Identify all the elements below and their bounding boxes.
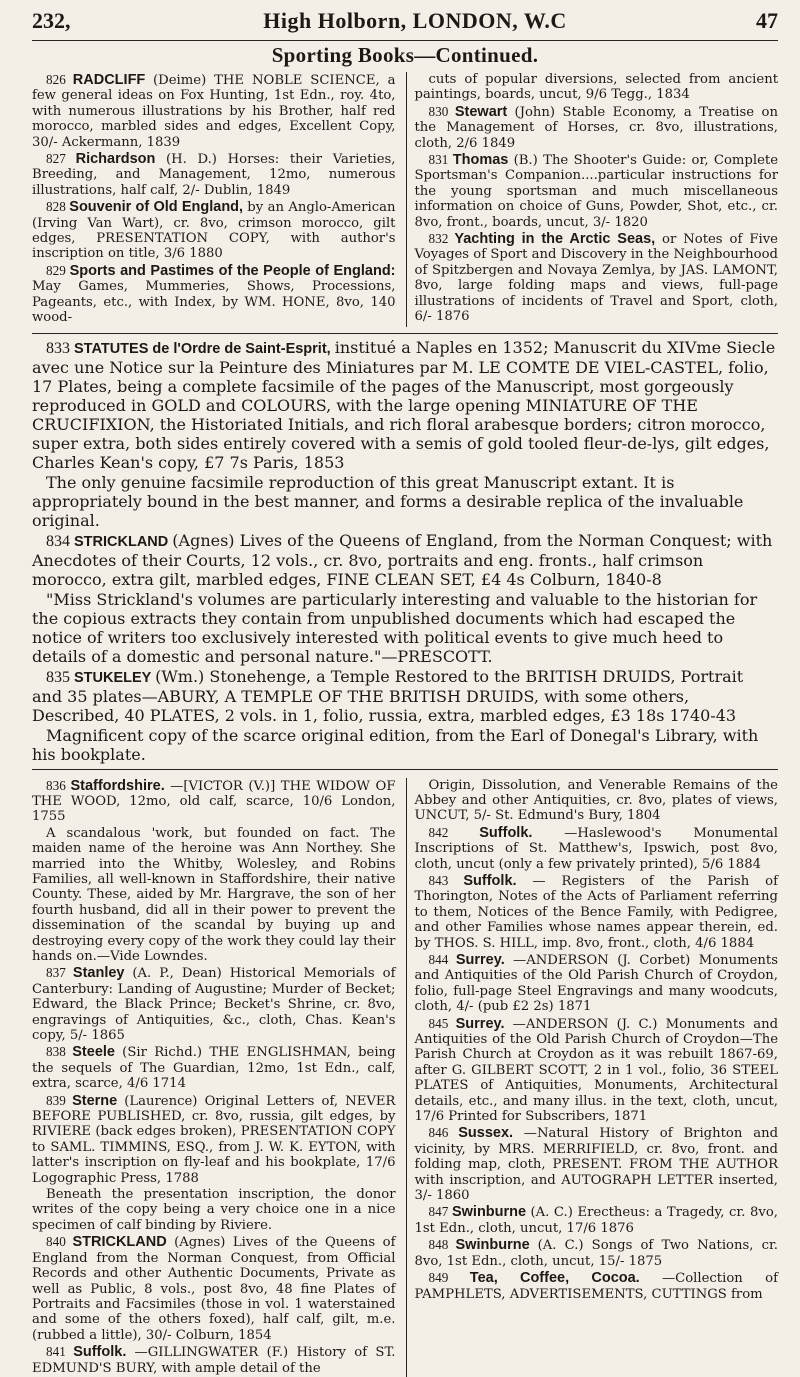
lot-number: 829 bbox=[46, 262, 70, 278]
entry-text: Magnificent copy of the scarce original edition, from the Earl of Donegal's Library, with his bookplate. bbox=[32, 725, 759, 764]
catalogue-entry bbox=[415, 152, 779, 230]
catalogue-entry bbox=[415, 231, 779, 324]
catalogue-entry bbox=[32, 778, 396, 825]
catalogue-entry bbox=[415, 72, 779, 103]
entry-heading: Sussex. bbox=[458, 1125, 524, 1142]
entry-heading: Suffolk. bbox=[463, 872, 533, 889]
lot-number: 827 bbox=[46, 151, 76, 167]
section-title: Sporting Books—Continued. bbox=[271, 43, 539, 67]
entry-text: (Laurence) Original Letters of, NEVER BEFORE PUBLISHED, cr. 8vo, russia, gilt edges, by RIVIERE (back edges broken), PRESENTATION COPY to SAML. TIMMINS, ESQ., from J. W. K. EYTON, with latter's inscription on fly-leaf and his bookplate, 17/6 Logographic Press, 1788 bbox=[32, 1093, 396, 1186]
entry-text: or Notes of Five Voyages of Sport and Discovery in the Neighbourhood of Spitzbergen and Novaya Zemlya, by JAS. LAMONT, 8vo, large folding maps and views, full-page illustrations of incidents of Travel and Sport, cloth, 6/- 1876 bbox=[414, 232, 778, 325]
entry-text: (H. D.) Horses: their Varieties, Breeding, and Management, 12mo, numerous illustrations, half calf, 2/- Dublin, 1849 bbox=[32, 152, 396, 198]
entry-text: institué a Naples en 1352; Manuscrit du XIVme Siecle avec une Notice sur la Peinture des Miniatures par M. LE COMTE DE VIEL-CASTEL, folio, 17 Plates, being a complete facsimile of the pages of the Manuscript, most gorgeously reproduced in GOLD and COLOURS, with the large opening MINIATURE OF THE CRUCIFIXION, the Historiated Initials, and rich floral arabesque borders; citron morocco, super extra, both sides entirely covered with a semis of gold tooled fleur-de-lys, gilt edges, Charles Kean's copy, £7 7s Paris, 1853 bbox=[32, 337, 776, 472]
catalogue-entry bbox=[32, 151, 396, 198]
top-right-column bbox=[406, 72, 779, 327]
catalogue-entry bbox=[32, 590, 778, 666]
catalogue-entry bbox=[415, 1204, 779, 1236]
entry-text: —Haslewood's Monumental Inscriptions of St. Matthew's, Ipswich, post 8vo, cloth, uncut (only a few privately printed), 5/6 1884 bbox=[414, 825, 778, 872]
entry-heading: Stewart bbox=[454, 103, 515, 120]
entry-text: —Collection of PAMPHLETS, ADVERTISEMENTS, CUTTINGS from bbox=[414, 1271, 778, 1302]
entry-text: (Sir Richd.) THE ENGLISHMAN, being the sequels of The Guardian, 12mo, 1st Edn., calf, extra, scarce, 4/6 1714 bbox=[32, 1045, 396, 1092]
catalogue-entry bbox=[415, 1016, 779, 1125]
catalogue-entry bbox=[32, 1093, 396, 1186]
entry-heading: Tea, Coffee, Cocoa. bbox=[469, 1270, 662, 1287]
lot-number: 828 bbox=[46, 199, 70, 215]
catalogue-entry bbox=[32, 72, 396, 150]
lot-number: 838 bbox=[46, 1044, 73, 1060]
lot-number: 836 bbox=[46, 777, 71, 793]
entry-heading: Richardson bbox=[75, 151, 166, 168]
lot-number: 831 bbox=[428, 152, 453, 168]
entry-text: —GILLINGWATER (F.) History of ST. EDMUND'S BURY, with ample detail of the bbox=[32, 1345, 396, 1376]
street-number: 232, bbox=[32, 8, 71, 33]
entry-text: (John) Stable Economy, a Treatise on the Management of Horses, cr. 8vo, illustrations, cloth, 2/6 1849 bbox=[414, 104, 778, 151]
bottom-right-column bbox=[406, 778, 779, 1377]
catalogue-entry bbox=[415, 104, 779, 151]
entry-text: —[VICTOR (V.)] THE WIDOW OF THE WOOD, 12mo, old calf, scarce, 10/6 London, 1755 bbox=[32, 778, 396, 825]
lot-number: 835 bbox=[46, 668, 74, 686]
catalogue-entry bbox=[415, 873, 779, 951]
entry-text: (Wm.) Stonehenge, a Temple Restored to the BRITISH DRUIDS, Portrait and 35 plates—ABURY, A TEMPLE OF THE BRITISH DRUIDS, with some others, Described, 40 PLATES, 2 vols. in 1, folio, russia, extra, marbled edges, £3 18s 1740-43 bbox=[32, 666, 744, 725]
catalogue-entry bbox=[32, 338, 778, 472]
entry-text: The only genuine facsimile reproduction of this great Manuscript extant. It is appropriately bound in the best manner, and forms a desirable replica of the invaluable original. bbox=[32, 472, 744, 530]
entry-heading: Surrey. bbox=[455, 951, 513, 968]
entry-heading: Suffolk. bbox=[73, 1344, 135, 1361]
catalogue-entry bbox=[32, 473, 778, 530]
entry-text: May Games, Mummeries, Shows, Processions, Pageants, etc., with Index, by WM. HONE, 8vo, 140 wood- bbox=[32, 279, 396, 326]
entry-text: Beneath the presentation inscription, the donor writes of the copy being a very choice one in a nice specimen of calf binding by Riviere. bbox=[32, 1187, 396, 1233]
entry-heading: Swinburne bbox=[455, 1237, 538, 1254]
entry-heading: Yachting in the Arctic Seas, bbox=[454, 231, 662, 248]
entry-heading: RADCLIFF bbox=[72, 72, 154, 88]
lot-number: 840 bbox=[46, 1234, 73, 1250]
entry-heading: STATUTES de l'Ordre de Saint-Esprit, bbox=[74, 340, 335, 357]
lot-number: 830 bbox=[428, 103, 455, 119]
top-left-column bbox=[32, 72, 396, 327]
lot-number: 845 bbox=[428, 1015, 456, 1031]
lot-number: 834 bbox=[46, 532, 74, 550]
catalogue-entry bbox=[32, 1187, 396, 1233]
lot-number: 848 bbox=[428, 1237, 456, 1253]
lot-number: 842 bbox=[428, 824, 480, 840]
lot-number: 826 bbox=[46, 72, 73, 87]
catalogue-entry bbox=[32, 199, 396, 262]
catalogue-entry bbox=[32, 826, 396, 965]
catalogue-entry bbox=[415, 778, 779, 824]
entry-text: (Agnes) Lives of the Queens of England, from the Norman Conquest; with Anecdotes of their Courts, 12 vols., cr. 8vo, portraits and eng. fronts., half crimson morocco, extra gilt, marbled edges, FINE CLEAN SET, £4 4s Colburn, 1840-8 bbox=[32, 530, 773, 589]
entry-text: (A. C.) Erectheus: a Tragedy, cr. 8vo, 1st Edn., cloth, uncut, 17/6 1876 bbox=[414, 1205, 778, 1236]
catalogue-entry bbox=[415, 1125, 779, 1203]
catalogue-entry bbox=[32, 263, 396, 326]
entry-text: (Deime) THE NOBLE SCIENCE, a few general ideas on Fox Hunting, 1st Edn., roy. 4to, with numerous illustrations by his Brother, half red morocco, marbled sides and edges, Excellent Copy, 30/- Ackermann, 1839 bbox=[32, 73, 396, 150]
entry-heading: Staffordshire. bbox=[70, 777, 171, 794]
entry-heading: Stanley bbox=[72, 965, 133, 982]
header-rule bbox=[32, 40, 778, 41]
entry-heading: Swinburne bbox=[451, 1204, 531, 1221]
entry-heading: Steele bbox=[72, 1044, 123, 1061]
lot-number: 846 bbox=[428, 1125, 459, 1141]
catalogue-entry bbox=[32, 1044, 396, 1091]
catalogue-entry bbox=[32, 965, 396, 1043]
lot-number: 841 bbox=[46, 1344, 74, 1360]
running-head bbox=[32, 0, 778, 40]
entry-heading: Souvenir of Old England, bbox=[69, 199, 248, 216]
entry-heading: STRICKLAND bbox=[74, 533, 173, 550]
bottom-left-column bbox=[32, 778, 396, 1377]
catalogue-entry bbox=[32, 1234, 396, 1343]
entry-text: A scandalous 'work, but founded on fact. The maiden name of the heroine was Ann Northey. She married into the Whitby, Wolesley, and Robins Families, all well-known in Staffordshire, their native County. These, aided by Mr. Hargrave, the son of her fourth husband, did all in their power to prevent the dissemination of the scandal by buying up and destroying every copy of the work they could lay their hands on.—Vide Lowndes. bbox=[32, 825, 396, 964]
catalogue-entry bbox=[415, 825, 779, 872]
full-width-entries bbox=[32, 333, 778, 770]
entry-heading: Thomas bbox=[452, 152, 514, 169]
entry-text: (A. P., Dean) Historical Memorials of Canterbury: Landing of Augustine; Murder of Becket; Edward, the Black Prince; Becket's Shrine, cr. 8vo, engravings of Antiquities, &c., cloth, Chas. Kean's copy, 5/- 1865 bbox=[32, 966, 396, 1043]
entry-text: (A. C.) Songs of Two Nations, cr. 8vo, 1st Edn., cloth, uncut, 15/- 1875 bbox=[414, 1238, 778, 1269]
catalogue-entry bbox=[32, 726, 778, 764]
catalogue-entry bbox=[415, 952, 779, 1015]
top-columns bbox=[32, 72, 778, 327]
lot-number: 833 bbox=[46, 339, 74, 357]
entry-heading: STRICKLAND bbox=[72, 1234, 175, 1251]
lot-number: 847 bbox=[428, 1204, 452, 1220]
address: High Holborn, LONDON, W.C bbox=[263, 8, 567, 33]
entry-text: by an Anglo-American (Irving Van Wart), cr. 8vo, crimson morocco, gilt edges, PRESENTATION COPY, with author's inscription on title, 3/6 1880 bbox=[32, 200, 396, 262]
entry-text: —ANDERSON (J. Corbet) Monuments and Antiquities of the Old Parish Church of Croydon, folio, full-page Steel Engravings and many woodcuts, cloth, 4/- (pub £2 2s) 1871 bbox=[414, 952, 778, 1015]
lot-number: 844 bbox=[428, 951, 456, 967]
entry-heading: Suffolk. bbox=[479, 824, 565, 841]
entry-heading: Surrey. bbox=[455, 1015, 513, 1032]
lot-number: 839 bbox=[46, 1092, 73, 1108]
entry-text: "Miss Strickland's volumes are particularly interesting and valuable to the historian for the copious extracts they contain from unpublished documents which had escaped the notice of writers too exclusively interested with political events to give much heed to details of a domestic and personal nature."—PRESCOTT. bbox=[32, 589, 758, 666]
bottom-columns bbox=[32, 778, 778, 1377]
entry-text: (Agnes) Lives of the Queens of England from the Norman Conquest, from Official Records and other Authentic Documents, Private as well as Public, 8 vols., post 8vo, 48 fine Plates of Portraits and Facsimiles (those in vol. 1 waterstained and some of the others foxed), half calf, gilt, m.e. (rubbed a little), 30/- Colburn, 1854 bbox=[32, 1235, 396, 1343]
entry-text: Origin, Dissolution, and Venerable Remains of the Abbey and other Antiquities, cr. 8vo, plates of views, UNCUT, 5/- St. Edmund's Bury, 1804 bbox=[414, 777, 778, 824]
catalogue-entry bbox=[32, 1344, 396, 1376]
entry-text: —ANDERSON (J. C.) Monuments and Antiquities of the Old Parish Church of Croydon—The Parish Church at Croydon as it was rebuilt 1867-69, after G. GILBERT SCOTT, 2 in 1 vol., folio, 36 STEEL PLATES of Antiquities, Monuments, Architectural details, etc., and many illus. in the text, cloth, uncut, 17/6 Printed for Subscribers, 1871 bbox=[414, 1016, 779, 1125]
page-number: 47 bbox=[756, 8, 778, 33]
entry-text: cuts of popular diversions, selected from ancient paintings, boards, uncut, 9/6 Tegg., 1834 bbox=[414, 72, 778, 103]
entry-text: — Registers of the Parish of Thorington, Notes of the Acts of Parliament referring to them, Notices of the Bence Family, with Pedigree, and other Families whose names appear therein, ed. by THOS. S. HILL, imp. 8vo, front., cloth, 4/6 1884 bbox=[414, 873, 778, 951]
catalogue-entry bbox=[32, 667, 778, 725]
catalogue-entry bbox=[415, 1237, 779, 1269]
lot-number: 843 bbox=[428, 872, 464, 888]
entry-text: —Natural History of Brighton and vicinity, by MRS. MERRIFIELD, cr. 8vo, front. and folding map, cloth, PRESENT. FROM THE AUTHOR with inscription, and AUTOGRAPH LETTER inserted, 3/- 1860 bbox=[414, 1126, 779, 1204]
lot-number: 837 bbox=[46, 965, 73, 981]
entry-heading: STUKELEY bbox=[74, 669, 156, 686]
lot-number: 849 bbox=[428, 1270, 470, 1286]
catalogue-entry bbox=[415, 1270, 779, 1302]
catalogue-entry bbox=[32, 531, 778, 589]
entry-heading: Sports and Pastimes of the People of England: bbox=[69, 262, 396, 279]
entry-heading: Sterne bbox=[72, 1092, 125, 1109]
lot-number: 832 bbox=[428, 231, 455, 247]
entry-text: (B.) The Shooter's Guide: or, Complete Sportsman's Companion....particular instructions for the young sportsman and much miscellaneous information on choice of Guns, Powder, Shot, etc., cr. 8vo, front., boards, uncut, 3/- 1820 bbox=[414, 153, 778, 230]
